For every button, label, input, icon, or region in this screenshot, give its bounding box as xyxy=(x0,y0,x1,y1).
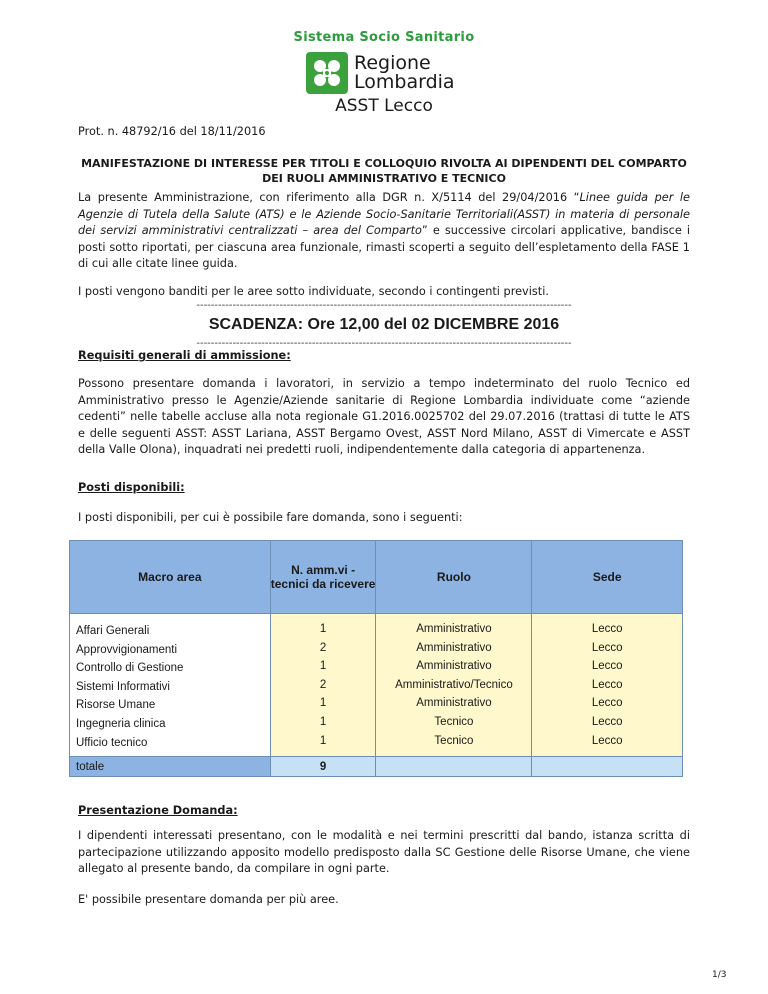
header-macro-area: Macro area xyxy=(70,541,271,614)
total-empty-cell xyxy=(376,757,532,777)
area-item: Approvvigionamenti xyxy=(76,643,178,656)
logo-line-1: Regione xyxy=(354,52,431,74)
seats-cell xyxy=(532,614,683,757)
count-item: 1 xyxy=(319,715,327,728)
counts-cell xyxy=(270,614,376,757)
posts-table xyxy=(69,540,683,777)
count-item: 2 xyxy=(319,641,327,654)
table-total-row xyxy=(70,757,683,777)
area-item: Ufficio tecnico xyxy=(76,736,148,749)
header-seat: Sede xyxy=(532,541,683,614)
count-item: 1 xyxy=(319,734,327,747)
logo-line-2: Lombardia xyxy=(354,71,455,93)
logo-wordmark xyxy=(354,54,455,92)
table-header-row xyxy=(70,541,683,614)
intro-paragraph: La presente Amministrazione, con riferimento alla DGR n. X/5114 del 29/04/2016 “Linee guida per le Agenzie di Tutela della Salute (ATS) e le Aziende Socio-Sanitarie Territoriali(ASST) in materia di personale dei servizi amministrativi centralizzati – area del Comparto” e successive circolari applicative, bandisce i posti sotto riportati, per ciascuna area funzionale, rimasti scoperti a seguito dell’espletamento della FASE 1 di cui alle citate linee guida. xyxy=(78,191,690,270)
role-item: Amministrativo xyxy=(416,697,492,710)
regione-lombardia-logo-icon xyxy=(306,52,348,94)
requirements-text: Possono presentare domanda i lavoratori, in servizio a tempo indeterminato del ruolo Tecnico ed Amministrativo presso le Agenzie/Aziende sanitarie di Regione Lombardia individuate come “aziende cedenti” nelle tabelle accluse alla nota regionale G1.2016.0025702 del 29.07.2016 (trattasi di tutte le ATS e delle seguenti ASST: ASST Lariana, ASST Bergamo Ovest, ASST Nord Milano, ASST di Vimercate e ASST della Valle Olona), inquadrati nei predetti ruoli, indipendentemente dalla categoria di appartenenza. xyxy=(78,377,690,456)
page-number: 1/3 xyxy=(712,970,727,980)
seat-item: Lecco xyxy=(591,660,623,673)
seat-item: Lecco xyxy=(591,678,623,691)
total-label: totale xyxy=(70,757,271,777)
role-item: Tecnico xyxy=(434,734,474,747)
count-item: 1 xyxy=(319,660,327,673)
count-item: 1 xyxy=(319,697,327,710)
count-item: 2 xyxy=(319,678,327,691)
asst-name: ASST Lecco xyxy=(335,96,433,116)
count-item: 1 xyxy=(319,623,327,635)
application-multi-note: E' possibile presentare domanda per più aree. xyxy=(78,893,339,906)
header-count: N. amm.vi - tecnici da ricevere xyxy=(270,541,376,614)
brand-tagline: Sistema Socio Sanitario xyxy=(293,30,475,45)
area-item: Controllo di Gestione xyxy=(76,662,184,675)
total-empty-cell xyxy=(532,757,683,777)
seat-item: Lecco xyxy=(591,623,623,635)
seat-item: Lecco xyxy=(591,641,623,654)
requirements-heading: Requisiti generali di ammissione: xyxy=(78,349,291,362)
available-heading: Posti disponibili: xyxy=(78,481,185,494)
seat-item: Lecco xyxy=(591,715,623,728)
area-item: Sistemi Informativi xyxy=(76,680,170,693)
separator-bottom: -------------------------------------------------------------------------------------------------------- xyxy=(196,338,572,349)
separator-top: -------------------------------------------------------------------------------------------------------- xyxy=(196,300,572,311)
area-item: Ingegneria clinica xyxy=(76,717,166,730)
protocol-number: Prot. n. 48792/16 del 18/11/2016 xyxy=(78,125,266,138)
available-text: I posti disponibili, per cui è possibile fare domanda, sono i seguenti: xyxy=(78,511,463,524)
areas-cell xyxy=(70,614,271,757)
seat-item: Lecco xyxy=(591,697,623,710)
posts-note: I posti vengono banditi per le aree sotto individuate, secondo i contingenti previsti. xyxy=(78,285,549,298)
seat-item: Lecco xyxy=(591,734,623,747)
application-text: I dipendenti interessati presentano, con le modalità e nei termini prescritti dal bando, istanza scritta di partecipazione utilizzando apposito modello predisposto dalla SC Gestione delle Risorse Umane, che viene allegato al presente bando, da compilare in ogni parte. xyxy=(78,829,690,875)
role-item: Amministrativo xyxy=(416,641,492,654)
application-heading: Presentazione Domanda: xyxy=(78,804,238,817)
deadline: SCADENZA: Ore 12,00 del 02 DICEMBRE 2016 xyxy=(208,316,560,333)
total-value: 9 xyxy=(270,757,376,777)
area-item: Affari Generali xyxy=(76,625,150,637)
area-item: Risorse Umane xyxy=(76,699,156,712)
role-item: Amministrativo xyxy=(416,660,492,673)
role-item: Amministrativo xyxy=(416,623,492,635)
table-body-row xyxy=(70,614,683,757)
header-role: Ruolo xyxy=(376,541,532,614)
role-item: Tecnico xyxy=(434,715,474,728)
document-title: MANIFESTAZIONE DI INTERESSE PER TITOLI E COLLOQUIO RIVOLTA AI DIPENDENTI DEL COMPARTO DEI RUOLI AMMINISTRATIVO E TECNICO xyxy=(81,157,687,185)
roles-cell xyxy=(376,614,532,757)
role-item: Amministrativo/Tecnico xyxy=(395,678,513,691)
